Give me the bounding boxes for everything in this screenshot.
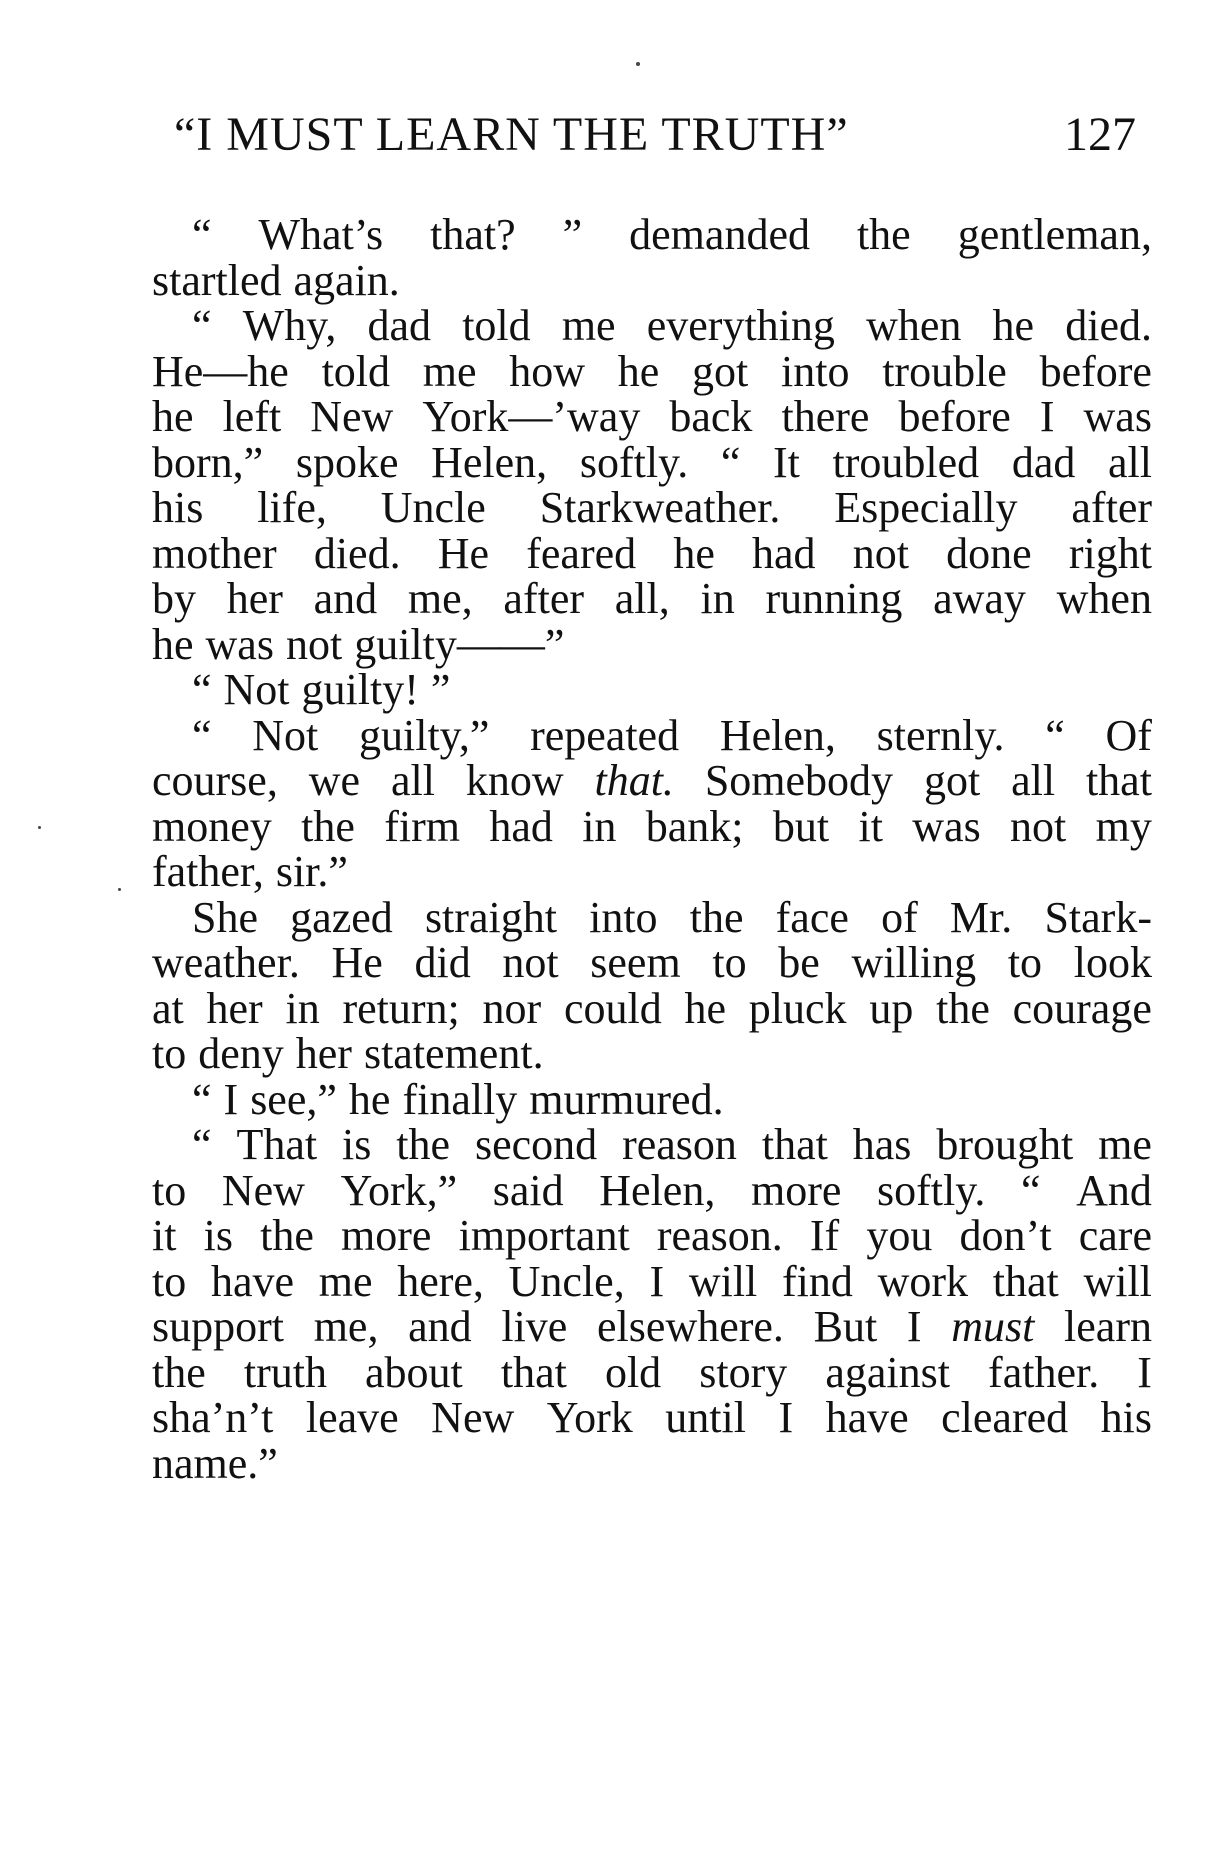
print-speck: [118, 888, 121, 891]
word: he: [348, 1074, 391, 1124]
word: life,: [257, 483, 327, 532]
word: money: [152, 801, 272, 851]
word: said: [492, 1165, 564, 1215]
word: face: [775, 892, 849, 942]
word: softly.: [877, 1165, 986, 1215]
word: left: [222, 392, 282, 441]
word: I: [1039, 392, 1055, 441]
word: nor: [482, 983, 542, 1033]
word: don’t: [959, 1211, 1052, 1260]
word: “: [192, 301, 212, 350]
word: deny: [198, 1029, 284, 1078]
word: not: [502, 938, 559, 987]
word: more: [341, 1211, 432, 1260]
word: the: [260, 1211, 314, 1260]
word: in: [582, 801, 617, 851]
word: Especially: [834, 483, 1018, 532]
word: he: [152, 392, 194, 441]
word: to: [712, 938, 747, 987]
word: York—’way: [422, 392, 641, 441]
word: when: [866, 301, 962, 350]
word: important: [458, 1211, 630, 1260]
word: care: [1078, 1211, 1152, 1260]
word: I: [906, 1302, 922, 1351]
word: is: [342, 1120, 372, 1169]
word: did: [414, 938, 471, 987]
word: story: [699, 1347, 788, 1397]
word: ”: [562, 210, 583, 259]
word: that?: [430, 210, 516, 259]
word: name.”: [152, 1438, 278, 1488]
word: to: [152, 1029, 187, 1078]
word: before: [1039, 346, 1152, 396]
word: “: [192, 1120, 212, 1169]
word: learn: [1064, 1302, 1152, 1351]
word: “: [1045, 710, 1065, 760]
word: will: [688, 1256, 758, 1306]
word: could: [563, 983, 662, 1033]
word: bank;: [645, 801, 744, 851]
word: look: [1073, 938, 1152, 987]
word: Uncle,: [508, 1256, 625, 1306]
word: me: [422, 346, 477, 396]
word: It: [773, 437, 800, 487]
word: York,”: [340, 1165, 458, 1215]
word: will: [1083, 1256, 1152, 1306]
word: have: [825, 1393, 909, 1442]
word: I: [649, 1256, 665, 1306]
word: the: [301, 801, 355, 851]
word: statement.: [363, 1029, 544, 1078]
word: got: [923, 756, 981, 805]
word: before: [898, 392, 1011, 441]
word: in: [700, 574, 735, 623]
word: She: [192, 892, 258, 942]
page-header: [174, 100, 1174, 170]
word: he: [617, 346, 660, 396]
word: have: [210, 1256, 295, 1306]
word: my: [1095, 801, 1152, 851]
word: If: [809, 1211, 840, 1260]
word: He—he: [152, 346, 289, 396]
word: return;: [342, 983, 460, 1033]
word: away: [933, 574, 1026, 623]
word: guilty——”: [354, 619, 565, 669]
word: about: [365, 1347, 463, 1397]
word: you: [866, 1211, 933, 1260]
word: born,”: [152, 437, 264, 487]
word: pluck: [748, 983, 847, 1033]
word: seem: [590, 938, 681, 987]
word: Somebody: [704, 756, 894, 805]
word: sir.”: [275, 847, 348, 896]
word: Uncle: [380, 483, 486, 532]
word: willing: [851, 938, 977, 987]
word: murmured.: [529, 1074, 724, 1124]
word: Not: [223, 665, 290, 714]
word: until: [665, 1393, 746, 1442]
word: finally: [402, 1074, 518, 1124]
word: find: [781, 1256, 853, 1306]
word: me: [561, 301, 616, 350]
word: Helen,: [431, 437, 548, 487]
word: cleared: [941, 1393, 1069, 1442]
word: her: [226, 574, 283, 623]
word: at: [152, 983, 184, 1033]
word: troubled: [832, 437, 980, 487]
word: told: [462, 301, 531, 350]
word: her: [206, 983, 263, 1033]
word: me,: [313, 1302, 379, 1351]
word: died.: [313, 528, 401, 578]
word: the: [856, 210, 911, 259]
word: He: [331, 938, 383, 987]
word: sternly.: [876, 710, 1005, 760]
word: died.: [1065, 301, 1152, 350]
word: not: [285, 619, 343, 669]
word: back: [669, 392, 753, 441]
word: dad: [1011, 437, 1076, 487]
word: of: [881, 892, 918, 942]
word: straight: [424, 892, 557, 942]
word: gazed: [290, 892, 393, 942]
word: right: [1068, 528, 1152, 578]
word: again.: [293, 255, 400, 305]
word: he: [992, 301, 1035, 350]
running-title: “I MUST LEARN THE TRUTH”: [174, 108, 849, 161]
word: “: [720, 437, 741, 487]
word: He: [437, 528, 490, 578]
word: see,”: [250, 1074, 337, 1124]
word: all,: [614, 574, 670, 623]
word: was: [205, 619, 274, 669]
word: up: [869, 983, 914, 1033]
word: Not: [252, 710, 319, 760]
word: New: [431, 1393, 515, 1442]
word: Starkweather.: [539, 483, 781, 532]
word: guilty,”: [359, 710, 490, 760]
word: Helen,: [599, 1165, 716, 1215]
word: be: [778, 938, 820, 987]
word: courage: [1012, 983, 1152, 1033]
word: course,: [152, 756, 278, 805]
word: firm: [384, 801, 460, 851]
word: there: [781, 392, 870, 441]
word: must: [951, 1302, 1035, 1351]
word: by: [152, 574, 196, 623]
word: when: [1056, 574, 1152, 623]
word: startled: [152, 255, 282, 305]
word: old: [604, 1347, 662, 1397]
word: reason: [622, 1120, 737, 1169]
word: York: [546, 1393, 633, 1442]
word: Helen,: [719, 710, 836, 760]
word: father,: [152, 847, 264, 896]
word: the: [689, 892, 744, 942]
word: into: [589, 892, 658, 942]
word: it: [858, 801, 883, 851]
word: second: [474, 1120, 598, 1169]
word: trouble: [882, 346, 1007, 396]
word: he: [152, 619, 194, 669]
word: was: [1083, 392, 1152, 441]
word: Mr.: [949, 892, 1013, 942]
word: that: [500, 1347, 567, 1397]
word: I: [223, 1074, 239, 1124]
word: after: [1071, 483, 1152, 532]
word: me: [1098, 1120, 1152, 1169]
word: mother: [152, 528, 277, 578]
page-number: 127: [1064, 108, 1136, 161]
word: know: [465, 756, 564, 805]
word: Of: [1105, 710, 1152, 760]
word: That: [236, 1120, 318, 1169]
word: “: [192, 710, 212, 760]
print-speck: [38, 826, 41, 829]
word: everything: [646, 301, 835, 350]
word: weather.: [152, 938, 300, 987]
word: we: [308, 756, 361, 805]
word: all: [1011, 756, 1056, 805]
word: reason.: [656, 1211, 783, 1260]
word: is: [203, 1211, 233, 1260]
word: Stark-: [1044, 892, 1152, 942]
word: more: [750, 1165, 842, 1215]
word: after: [503, 574, 585, 623]
word: he: [684, 983, 727, 1033]
word: not: [852, 528, 909, 578]
word: that.: [594, 756, 674, 805]
word: has: [852, 1120, 912, 1169]
word: But: [813, 1302, 878, 1351]
word: done: [946, 528, 1032, 578]
word: that: [761, 1120, 828, 1169]
word: elsewhere.: [597, 1302, 784, 1351]
word: told: [321, 346, 391, 396]
word: his: [1100, 1393, 1152, 1442]
word: And: [1076, 1165, 1152, 1215]
word: “: [1021, 1165, 1041, 1215]
word: softly.: [579, 437, 689, 487]
word: in: [285, 983, 320, 1033]
word: brought: [936, 1120, 1074, 1169]
word: it: [152, 1211, 177, 1260]
word: was: [912, 801, 981, 851]
word: I: [778, 1393, 794, 1442]
word: ”: [430, 665, 451, 714]
word: to: [152, 1256, 187, 1306]
word: “: [192, 665, 212, 714]
word: me: [318, 1256, 373, 1306]
word: “: [192, 210, 212, 259]
word: sha’n’t: [152, 1393, 274, 1442]
word: New: [221, 1165, 305, 1215]
word: I: [1137, 1347, 1152, 1397]
word: support: [152, 1302, 284, 1351]
word: me,: [407, 574, 473, 623]
word: truth: [243, 1347, 327, 1397]
word: father.: [988, 1347, 1100, 1397]
word: spoke: [295, 437, 399, 487]
word: not: [1010, 801, 1067, 851]
word: dad: [367, 301, 432, 350]
word: leave: [305, 1393, 399, 1442]
word: how: [509, 346, 586, 396]
word: all: [1108, 437, 1152, 487]
word: that: [992, 1256, 1059, 1306]
word: “: [192, 1074, 212, 1124]
word: demanded: [629, 210, 810, 259]
word: had: [489, 801, 553, 851]
word: the: [152, 1347, 206, 1397]
word: repeated: [530, 710, 680, 760]
word: Why,: [242, 301, 337, 350]
word: work: [877, 1256, 969, 1306]
word: had: [752, 528, 816, 578]
word: gentleman,: [957, 210, 1152, 259]
word: against: [825, 1347, 950, 1397]
word: live: [501, 1302, 568, 1351]
word: here,: [397, 1256, 484, 1306]
word: he: [673, 528, 715, 578]
word: to: [152, 1165, 187, 1215]
word: and: [313, 574, 378, 623]
word: the: [936, 983, 990, 1033]
word: guilty!: [301, 665, 419, 714]
word: all: [390, 756, 435, 805]
word: that: [1085, 756, 1152, 805]
word: feared: [526, 528, 637, 578]
text-line: [152, 1437, 1152, 1491]
word: his: [152, 483, 204, 532]
word: the: [396, 1120, 451, 1169]
word: into: [781, 346, 850, 396]
word: but: [772, 801, 830, 851]
word: What’s: [258, 210, 384, 259]
word: running: [765, 574, 903, 623]
word: New: [310, 392, 394, 441]
word: to: [1007, 938, 1043, 987]
word: her: [295, 1029, 352, 1078]
word: got: [692, 346, 749, 396]
print-speck: [636, 62, 640, 66]
word: and: [408, 1302, 472, 1351]
